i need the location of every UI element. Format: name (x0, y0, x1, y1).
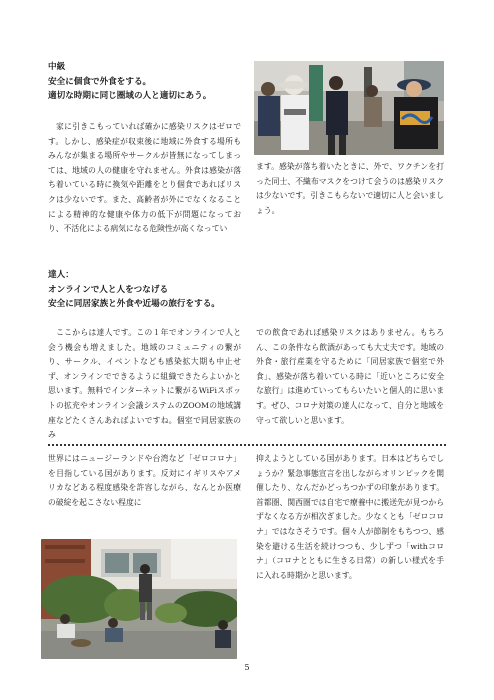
outdoor-gathering-photo (254, 61, 444, 155)
section2-left-paragraph: ここからは達人です。この１年でオンラインで人と会う機会も増えました。地域のコミュニティの繋がり、サークル、イベントなども感染拡大期も中止せず、オンラインでできるように組織できたらよいかと思います。無料でインターネットに繋がるWiFiスポットの拡充やオンライン会議システムのZOOMの地域講座などたくさんあればよいですね。個室で同居家族のみ (48, 328, 241, 440)
dotted-divider (48, 444, 446, 446)
section1-level: 中級 (48, 62, 66, 72)
section1-left-paragraph: 家に引きこもっていれば確かに感染リスクはゼロです。しかし、感染症が収束後に地域に外食する場所もみんなが集まる場所やサークルが皆無になってしまっては、地域の人の健康を守れません。外食は感染が落ち着いている時に換気や距離をとり個食であればリスクは少ないです。また、高齢者が外にでなくなることによる精神的な健康や体力の低下が問題になっており、不活化による病気になる危険性が高くなってい (48, 122, 241, 234)
garden-volunteers-photo (41, 539, 237, 659)
section1-right-paragraph: ます。感染が落ち着いたときに、外で、ワクチンを打った同士、不織布マスクをつけて会うのは感染リスクは少ないです。引きこもらないで適切に人と会いましょう。 (256, 162, 444, 215)
section1-title-2: 適切な時期に同じ圏域の人と適切にあう。 (48, 91, 212, 101)
section2-level: 達人： (48, 270, 74, 280)
section3-left-paragraph: 世界にはニュージーランドや台湾など「ゼロコロナ」を目指している国があります。反対にイギリスやアメリカなどある程度感染を許容しながら、なんとか医療の破綻を起こさない程度に (48, 454, 241, 507)
section2-title-2: 安全に同居家族と外食や近場の旅行をする。 (48, 299, 220, 309)
section2-title-1: オンラインで人と人をつなげる (48, 284, 169, 295)
section3-right-paragraph: 抑えようとしている国があります。日本はどちらでしょうか？緊急事態宣言を出しながらオリンピックを開催したり、なんだかどっちつかずの印象があります。首都圏、関西圏では自宅で療養中に搬送先が見つからずなくなる方が相次ぎました。少なくとも「ゼロコロナ」ではなさそうです。個々人が節制をもちつつ、感染を避ける生活を続けつつも、少しずつ「withコロナ」（コロナとともに生きる日常）の新しい様式を手に入れる時期かと思います。 (256, 454, 444, 580)
page-number: 5 (244, 663, 250, 672)
section2-heading (48, 268, 220, 312)
section1-title-1: 安全に個食で外食をする。 (48, 76, 152, 87)
section1-heading (48, 60, 211, 104)
section2-right-paragraph: での飲食であれば感染リスクはありません。もちろん、この条件なら飲酒があっても大丈夫です。地域の外食・旅行産業を守るために「同居家族で個室で外食」、感染が落ち着いている時に「近いところに安全な旅行」は進めていってもらいたいと個人的に思います。ぜひ、コロナ対策の達人になって、自分と地域を守って欲しいと思います。 (256, 328, 444, 425)
